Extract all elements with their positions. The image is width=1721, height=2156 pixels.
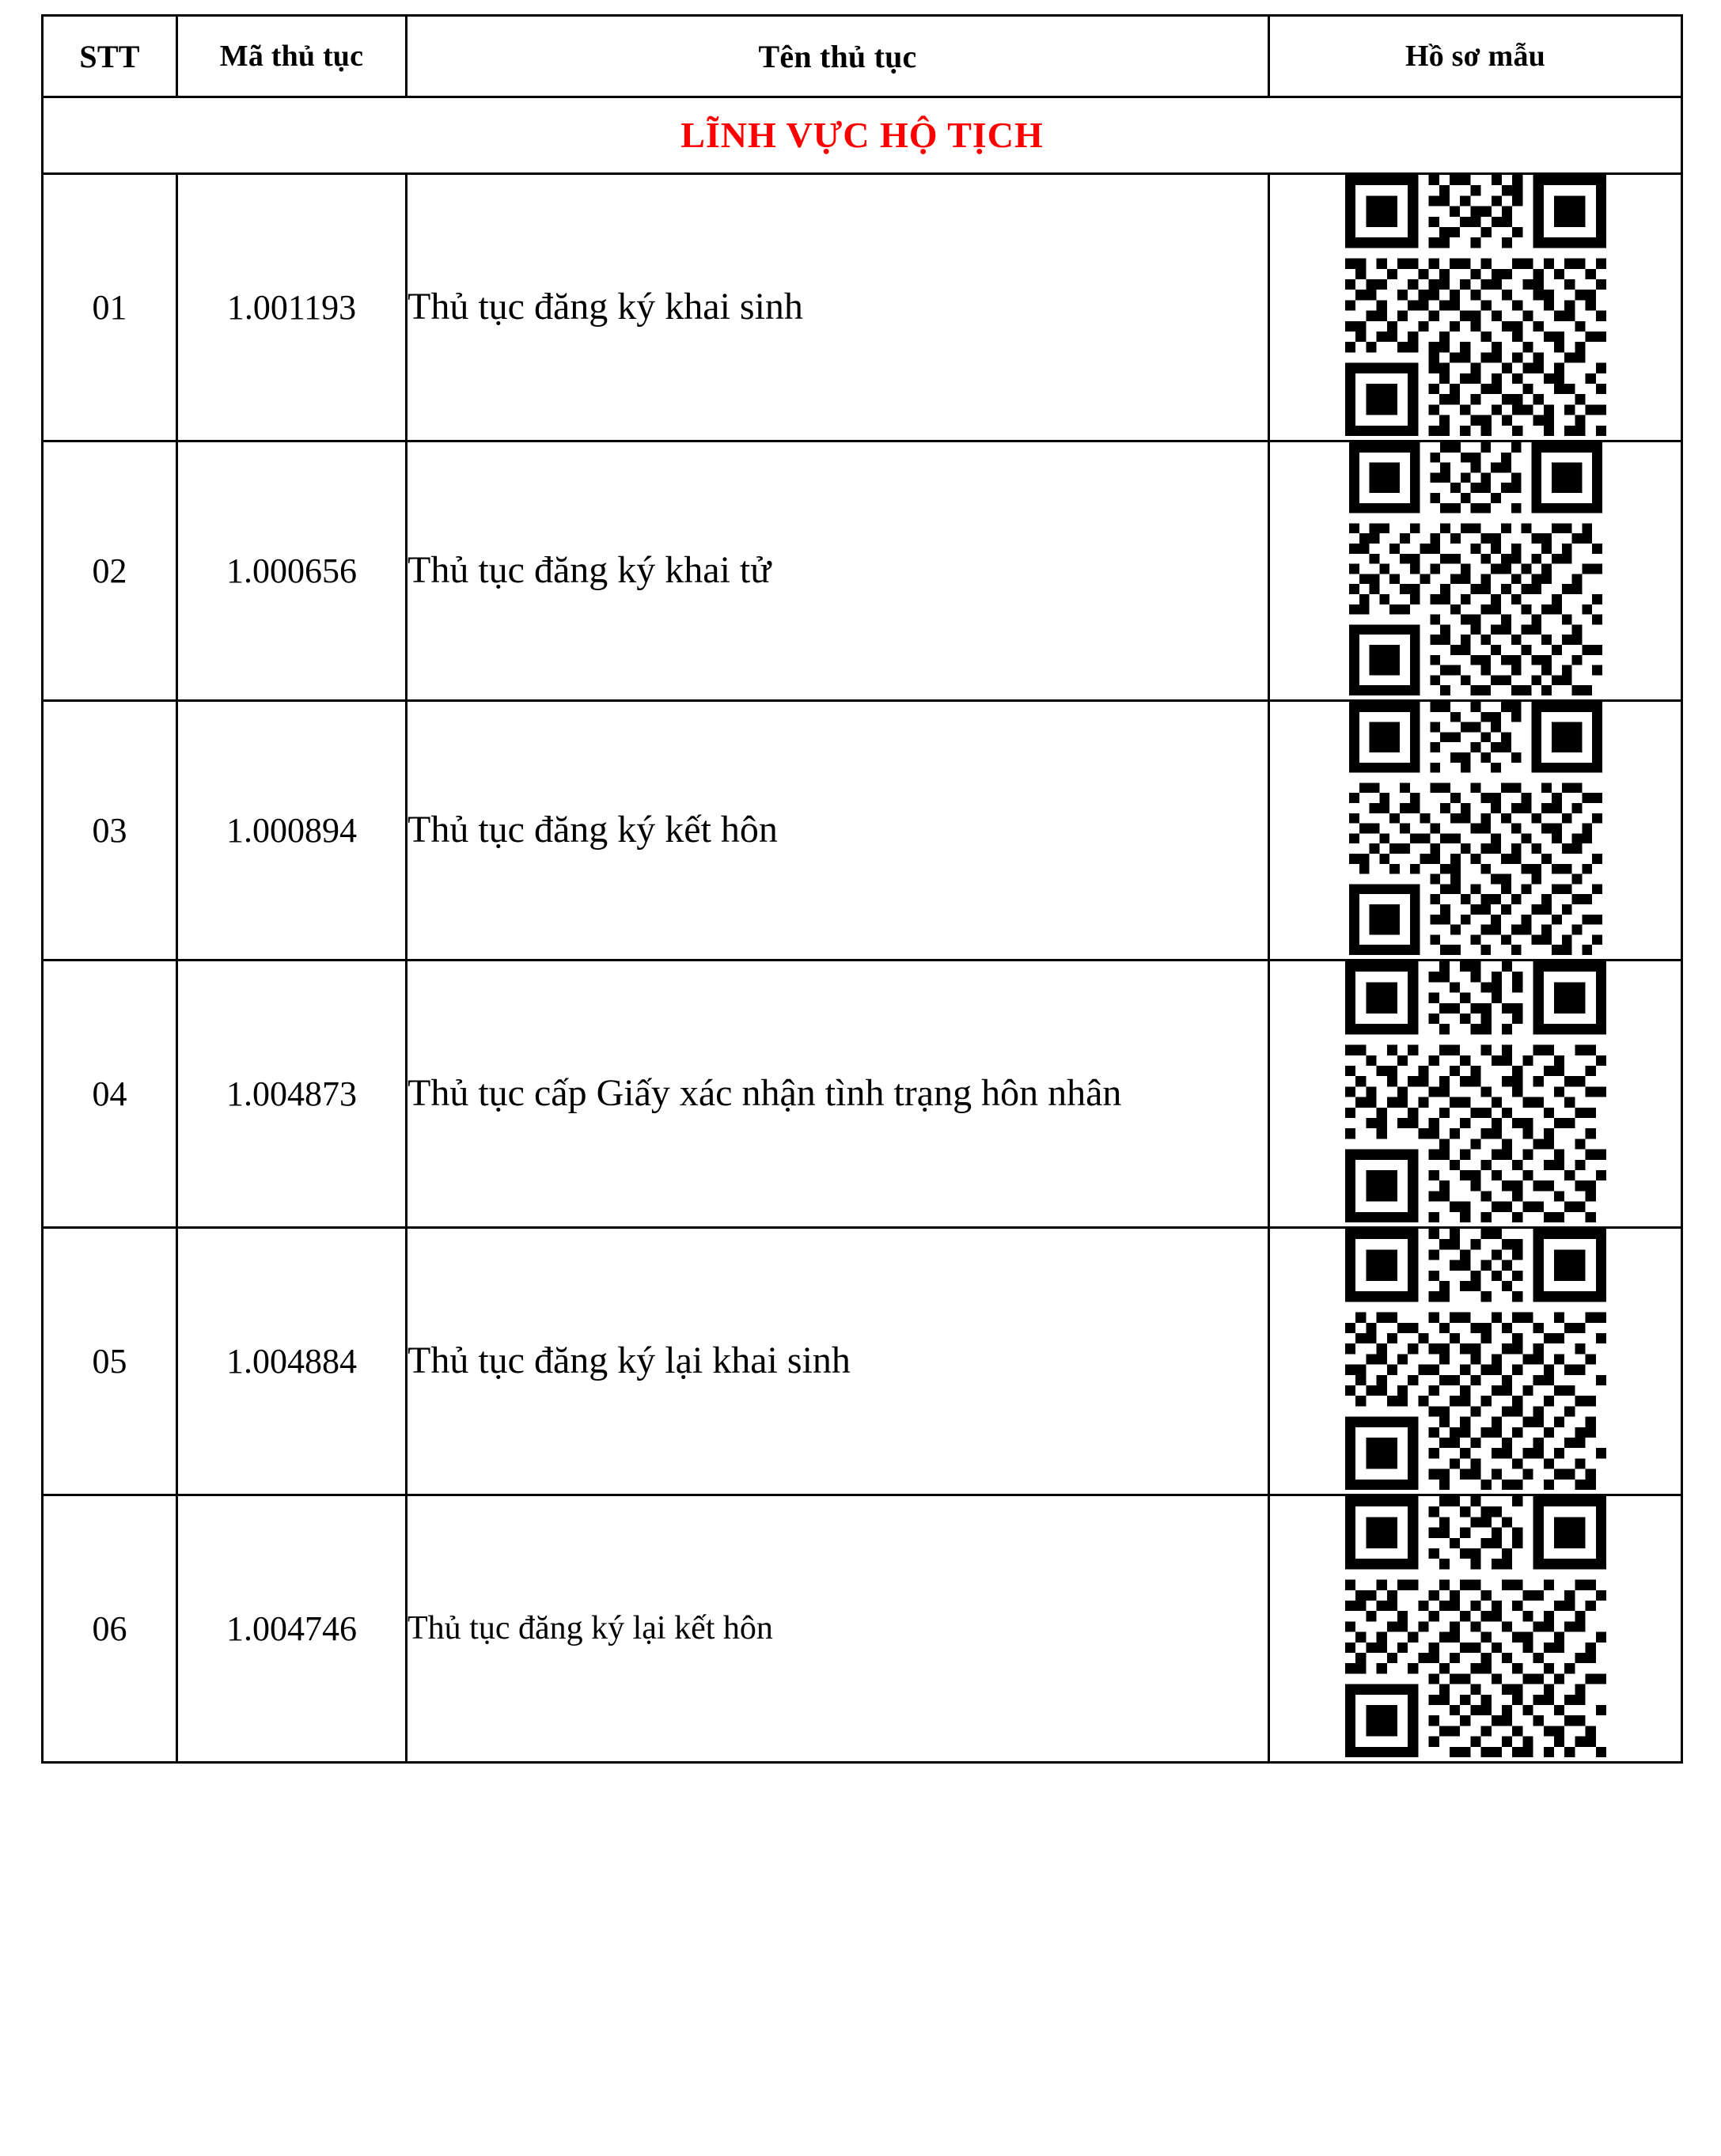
qr-code-icon[interactable] (1345, 175, 1606, 436)
row-index: 03 (43, 701, 177, 961)
procedure-code: 1.004884 (177, 1228, 407, 1495)
sample-file-cell (1269, 1495, 1682, 1763)
column-header-procedure-code: Mã thủ tục (177, 16, 407, 97)
table-row (43, 961, 1682, 1228)
procedure-name: Thủ tục đăng ký lại kết hôn (407, 1495, 1269, 1763)
procedure-code: 1.004746 (177, 1495, 407, 1763)
qr-code-image[interactable] (1345, 1496, 1606, 1757)
table-header-row (43, 16, 1682, 97)
section-title: LĨNH VỰC HỘ TỊCH (680, 114, 1044, 155)
procedure-code: 1.001193 (177, 174, 407, 441)
procedure-name: Thủ tục cấp Giấy xác nhận tình trạng hôn nhân (407, 961, 1269, 1228)
table-row (43, 1228, 1682, 1495)
procedure-name: Thủ tục đăng ký kết hôn (407, 701, 1269, 961)
row-index: 02 (43, 441, 177, 701)
procedure-name: Thủ tục đăng ký lại khai sinh (407, 1228, 1269, 1495)
table-row (43, 441, 1682, 701)
sample-file-cell (1269, 441, 1682, 701)
column-header-procedure-name: Tên thủ tục (407, 16, 1269, 97)
table-row (43, 174, 1682, 441)
row-index: 06 (43, 1495, 177, 1763)
sample-file-cell (1269, 961, 1682, 1228)
sample-file-cell (1269, 701, 1682, 961)
row-index: 04 (43, 961, 177, 1228)
qr-code-image[interactable] (1349, 702, 1602, 955)
column-header-stt: STT (43, 16, 177, 97)
column-header-sample-file: Hồ sơ mẫu (1269, 16, 1682, 97)
row-index: 05 (43, 1228, 177, 1495)
qr-code-image[interactable] (1345, 961, 1606, 1222)
table-row (43, 701, 1682, 961)
procedure-code: 1.000894 (177, 701, 407, 961)
qr-code-icon[interactable] (1349, 442, 1602, 695)
section-banner-row (43, 97, 1682, 174)
qr-code-image[interactable] (1345, 1229, 1606, 1490)
procedure-code: 1.000656 (177, 441, 407, 701)
qr-code-image[interactable] (1345, 175, 1606, 436)
qr-code-image[interactable] (1349, 442, 1602, 695)
sample-file-cell (1269, 1228, 1682, 1495)
administrative-procedures-table (41, 14, 1683, 1764)
section-banner-cell (43, 97, 1682, 174)
procedure-code: 1.004873 (177, 961, 407, 1228)
procedure-name: Thủ tục đăng ký khai sinh (407, 174, 1269, 441)
qr-code-icon[interactable] (1345, 1229, 1606, 1490)
row-index: 01 (43, 174, 177, 441)
procedure-name: Thủ tục đăng ký khai tử (407, 441, 1269, 701)
qr-code-icon[interactable] (1345, 1496, 1606, 1757)
qr-code-icon[interactable] (1349, 702, 1602, 955)
table-row (43, 1495, 1682, 1763)
qr-code-icon[interactable] (1345, 961, 1606, 1222)
sample-file-cell (1269, 174, 1682, 441)
